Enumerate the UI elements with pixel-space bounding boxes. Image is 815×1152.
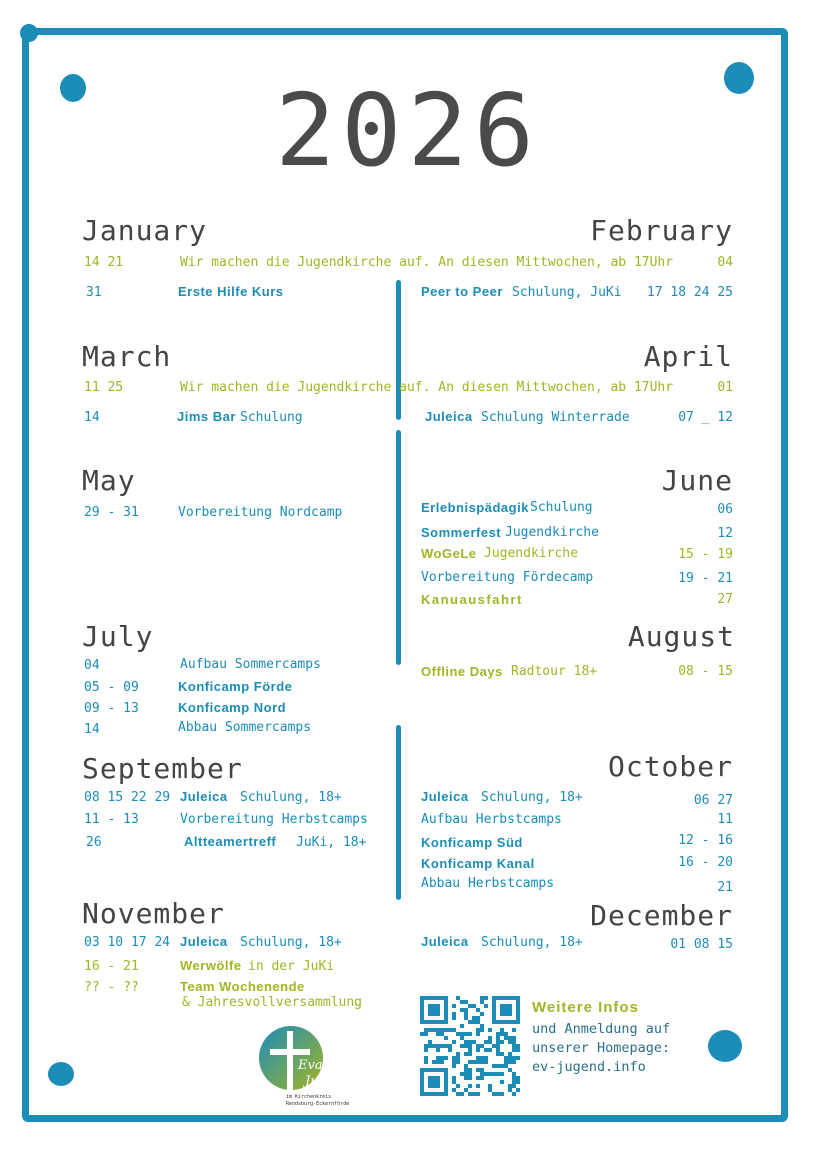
- event-title: Werwölfe: [180, 958, 242, 973]
- month-heading-march: March: [82, 340, 172, 373]
- event-dates: 17 18 24 25: [646, 285, 733, 300]
- event-title: Kanuausfahrt: [421, 592, 523, 607]
- event-dates: 11: [717, 812, 733, 827]
- event-dates: 04: [717, 255, 733, 270]
- event-title: Sommerfest: [421, 525, 502, 540]
- logo-text: Jugend: [305, 1074, 352, 1089]
- event-note: Wir machen die Jugendkirche auf. An diesen Mittwochen, ab 17Uhr: [180, 380, 674, 395]
- event-detail: Jugendkirche: [484, 546, 578, 561]
- event-dates: 29 - 31: [84, 505, 139, 520]
- month-heading-september: September: [82, 752, 243, 785]
- event-detail: Jugendkirche: [505, 525, 599, 540]
- event-title: Juleica: [421, 789, 469, 804]
- month-heading-november: November: [82, 897, 225, 930]
- month-heading-august: August: [627, 620, 735, 653]
- event-dates: 08 - 15: [678, 664, 733, 679]
- event-title: Konficamp Förde: [178, 679, 293, 694]
- event-detail: Schulung, 18+: [240, 790, 342, 805]
- event-detail: Abbau Herbstcamps: [421, 876, 555, 891]
- event-detail: Radtour 18+: [511, 664, 598, 679]
- event-title: Juleica: [425, 409, 473, 424]
- event-title: Erste Hilfe Kurs: [178, 284, 284, 299]
- event-dates: 19 - 21: [678, 571, 733, 586]
- event-dates: 07 _ 12: [678, 410, 733, 425]
- event-dates: 03 10 17 24: [84, 935, 171, 950]
- center-divider: [396, 430, 401, 665]
- event-detail: Schulung, 18+: [481, 935, 583, 950]
- decorative-dot: [708, 1030, 742, 1062]
- event-title: Peer to Peer: [421, 284, 503, 299]
- logo-subtext: im Kirchenkreis: [286, 1094, 332, 1100]
- month-heading-february: February: [590, 214, 733, 247]
- event-title: Juleica: [180, 789, 228, 804]
- qr-code[interactable]: [420, 996, 520, 1096]
- info-text: und Anmeldung auf: [532, 1021, 671, 1037]
- event-dates: ?? - ??: [84, 980, 139, 995]
- event-title: Konficamp Nord: [178, 700, 287, 715]
- event-detail: Vorbereitung Fördecamp: [421, 570, 594, 585]
- event-dates: 09 - 13: [84, 701, 139, 716]
- event-title: Konficamp Kanal: [421, 856, 535, 871]
- month-heading-july: July: [82, 620, 154, 653]
- month-heading-may: May: [82, 464, 136, 497]
- event-detail: & Jahresvollversammlung: [182, 995, 363, 1010]
- event-detail: Aufbau Sommercamps: [180, 657, 321, 672]
- event-dates: 12: [717, 526, 733, 541]
- event-detail: Aufbau Herbstcamps: [421, 812, 562, 827]
- month-heading-january: January: [82, 214, 208, 247]
- event-title: Offline Days: [421, 664, 503, 679]
- event-dates: 27: [717, 592, 733, 607]
- event-dates: 16 - 21: [84, 959, 139, 974]
- event-detail: Abbau Sommercamps: [178, 720, 312, 735]
- event-note: Wir machen die Jugendkirche auf. An diesen Mittwochen, ab 17Uhr: [180, 255, 674, 270]
- event-dates: 14: [84, 410, 100, 425]
- logo-subtext: Rendsburg-Eckernförde: [286, 1101, 350, 1107]
- center-divider: [396, 280, 401, 420]
- event-detail: Schulung: [240, 410, 303, 425]
- event-dates: 01 08 15: [670, 937, 733, 952]
- event-title: Jims Bar: [177, 409, 236, 424]
- decorative-dot: [20, 24, 38, 42]
- event-dates: 26: [86, 835, 102, 850]
- event-dates: 14 21: [84, 255, 124, 270]
- month-heading-june: June: [661, 464, 733, 497]
- event-detail: Schulung: [530, 500, 593, 515]
- event-detail: Vorbereitung Herbstcamps: [180, 812, 368, 827]
- event-detail: Schulung, 18+: [481, 790, 583, 805]
- month-heading-april: April: [643, 340, 733, 373]
- event-dates: 16 - 20: [678, 855, 733, 870]
- decorative-dot: [48, 1062, 74, 1086]
- event-dates: 11 25: [84, 380, 124, 395]
- event-title: Team Wochenende: [180, 979, 305, 994]
- event-detail: in der JuKi: [248, 959, 335, 974]
- event-detail: Schulung, JuKi: [512, 285, 622, 300]
- event-title: Konficamp Süd: [421, 835, 523, 850]
- month-heading-december: December: [590, 899, 733, 932]
- info-title: Weitere Infos: [532, 999, 639, 1016]
- event-dates: 06: [717, 502, 733, 517]
- event-detail: Schulung Winterrade: [481, 410, 630, 425]
- event-detail: Vorbereitung Nordcamp: [178, 505, 343, 520]
- month-heading-october: October: [607, 750, 733, 783]
- event-title: Juleica: [421, 934, 469, 949]
- center-divider: [396, 725, 401, 900]
- event-detail: Schulung, 18+: [240, 935, 342, 950]
- event-dates: 05 - 09: [84, 680, 139, 695]
- event-title: Erlebnispädagik: [421, 500, 529, 515]
- event-dates: 15 - 19: [678, 547, 733, 562]
- event-dates: 31: [86, 285, 102, 300]
- event-title: Juleica: [180, 934, 228, 949]
- event-dates: 14: [84, 722, 100, 737]
- event-dates: 04: [84, 658, 100, 673]
- event-dates: 11 - 13: [84, 812, 139, 827]
- event-dates: 06 27: [693, 793, 733, 808]
- page-title: 2026: [275, 72, 540, 189]
- event-dates: 08 15 22 29: [84, 790, 171, 805]
- qr-code-image: [420, 996, 520, 1096]
- logo-text: Evangelische: [298, 1058, 386, 1073]
- homepage-link[interactable]: ev-jugend.info: [532, 1059, 646, 1075]
- event-title: Altteamertreff: [184, 834, 277, 849]
- event-detail: JuKi, 18+: [296, 835, 367, 850]
- info-text: unserer Homepage:: [532, 1040, 671, 1056]
- event-dates: 01: [717, 380, 733, 395]
- page-border: [22, 28, 788, 1122]
- event-dates: 21: [717, 880, 733, 895]
- event-title: WoGeLe: [421, 546, 477, 561]
- event-dates: 12 - 16: [678, 833, 733, 848]
